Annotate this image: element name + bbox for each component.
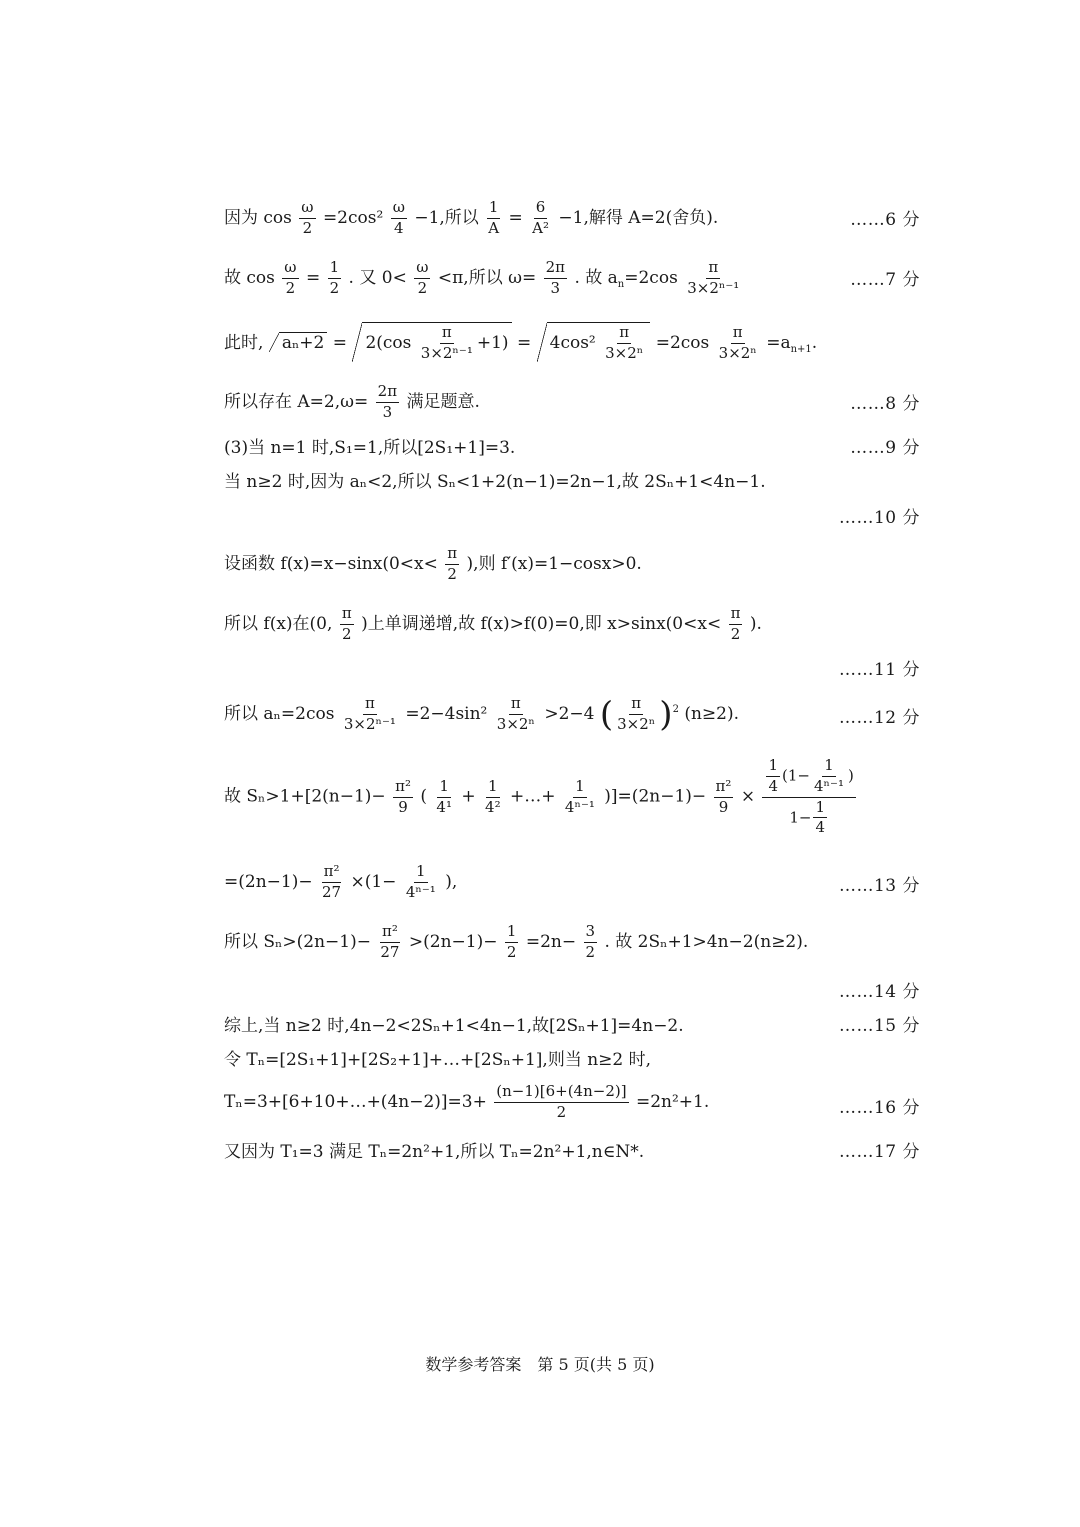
page-footer: 数学参考答案 第 5 页(共 5 页) — [425, 1355, 655, 1374]
numerator: 1 — [813, 800, 827, 819]
denominator: 2 — [302, 218, 313, 237]
denominator: 9 — [718, 797, 729, 816]
denominator: 27 — [321, 882, 342, 901]
fraction — [414, 260, 430, 297]
text: ). — [749, 613, 762, 634]
denominator: 2 — [285, 278, 296, 297]
numerator: π — [509, 696, 523, 715]
numerator: π — [629, 696, 643, 715]
denominator: 4 — [768, 776, 779, 795]
numerator: π — [340, 606, 354, 625]
numerator: π² — [714, 779, 734, 798]
text: 1− — [789, 807, 812, 826]
sqrt — [279, 332, 328, 352]
text: . 故 a — [574, 267, 618, 288]
numerator: π — [363, 696, 377, 715]
fraction — [603, 325, 645, 362]
denominator: 3×2ⁿ⁻¹ — [420, 343, 473, 362]
text: )上单调递增,故 f(x)>f(0)=0,即 x>sinx(0<x< — [361, 613, 722, 634]
text: 此时, — [224, 332, 264, 353]
text: 所以 f(x)在(0, — [224, 613, 333, 634]
text: =2cos — [624, 267, 684, 288]
numerator: 1 — [487, 200, 501, 219]
text: =a — [766, 332, 791, 353]
numerator: π — [617, 325, 631, 344]
line-3: 此时, aₙ+2 = 2(cos $\frac{\pi}{\text{3×2ⁿ⁻¹}}$ +1) = 4cos² $\frac{\pi}{\text{3×2ⁿ}}$ =2cos $\frac{\pi}{\text{3×2ⁿ}}$ $=a_{n+1}$. — [224, 323, 818, 362]
fraction — [563, 776, 597, 816]
text: =2cos² — [322, 207, 389, 228]
numerator: 1 — [766, 758, 780, 777]
text: 满足题意. — [406, 391, 480, 412]
text: (1− — [782, 766, 810, 785]
text: =(2n−1)− — [224, 871, 313, 892]
text: )]=(2n−1)− — [604, 786, 707, 807]
fraction — [299, 200, 315, 237]
score-17: ……17 分 — [838, 1142, 920, 1162]
score-9: ……9 分 — [850, 438, 920, 458]
text: −1,所以 — [414, 207, 479, 228]
numerator: π — [729, 606, 743, 625]
sqrt — [362, 322, 511, 362]
text: −1,解得 A=2(舍负). — [558, 207, 719, 228]
text: ( — [420, 786, 428, 807]
text: . 故 2Sₙ+1>4n−2(n≥2). — [604, 931, 809, 952]
line-12 — [224, 924, 924, 961]
fraction — [391, 200, 407, 237]
text: >(2n−1)− — [408, 931, 498, 952]
radicand: aₙ+2 — [281, 332, 325, 353]
denominator: 2 — [329, 278, 340, 297]
fraction — [393, 776, 413, 816]
denominator — [787, 798, 831, 837]
subscript: n+1 — [790, 344, 812, 356]
numerator: 2π — [376, 384, 399, 403]
score-15: ……15 分 — [838, 1016, 920, 1036]
denominator: 2 — [730, 624, 741, 643]
text: 因为 cos — [224, 207, 298, 228]
denominator: 3×2ⁿ⁻¹ — [687, 278, 740, 297]
denominator: 9 — [398, 797, 408, 816]
numerator: π² — [380, 924, 400, 943]
text: =2n− — [525, 931, 577, 952]
fraction — [376, 384, 399, 421]
numerator: ω — [299, 200, 315, 219]
score-16: ……16 分 — [838, 1098, 920, 1118]
line-16: 又因为 T₁=3 满足 Tₙ=2n²+1,所以 Tₙ=2n²+1,n∈N*. — [224, 1142, 645, 1162]
text: 所以 aₙ=2cos — [224, 703, 340, 724]
fraction — [404, 864, 438, 901]
text: × — [740, 786, 756, 807]
numerator: π² — [393, 779, 413, 798]
denominator: 3 — [550, 278, 561, 297]
denominator: 3×2ⁿ — [617, 714, 656, 733]
radicand: +1) — [476, 332, 509, 353]
text: + — [461, 786, 476, 807]
line-4 — [224, 384, 924, 421]
numerator: 1 — [486, 779, 500, 798]
fraction — [483, 776, 503, 816]
denominator: 4¹ — [436, 797, 452, 816]
fraction — [505, 924, 519, 961]
text: 设函数 f(x)=x−sinx(0<x< — [224, 553, 438, 574]
denominator: 2 — [556, 1102, 567, 1121]
denominator: A² — [532, 218, 549, 237]
fraction — [320, 864, 343, 901]
fraction — [812, 758, 846, 795]
line-5: (3)当 n=1 时,S₁=1,所以[2S₁+1]=3. — [224, 438, 516, 458]
fraction — [419, 325, 475, 362]
line-14: 令 Tₙ=[2S₁+1]+[2S₂+1]+…+[2Sₙ+1],则当 n≥2 时, — [224, 1050, 652, 1070]
text: 所以存在 A=2,ω= — [224, 391, 369, 412]
fraction — [766, 758, 780, 795]
text: 故 Sₙ>1+[2(n−1)− — [224, 786, 386, 807]
numerator: π — [440, 325, 454, 344]
fraction — [717, 325, 759, 362]
denominator: 3 — [382, 402, 393, 421]
fraction — [494, 1084, 628, 1121]
line-6: 当 n≥2 时,因为 aₙ<2,所以 Sₙ<1+2(n−1)=2n−1,故 2Sₙ+1<4n−1. — [224, 472, 766, 492]
numerator: (n−1)[6+(4n−2)] — [494, 1084, 628, 1103]
superscript: 2 — [672, 704, 679, 716]
line-8 — [224, 606, 924, 643]
numerator: ω — [414, 260, 430, 279]
text: . 又 0< — [348, 267, 407, 288]
text: 所以 Sₙ>(2n−1)− — [224, 931, 371, 952]
text: (n≥2). — [684, 703, 740, 724]
fraction — [530, 200, 551, 237]
numerator: 6 — [534, 200, 548, 219]
text: =2cos — [655, 332, 715, 353]
numerator: 2π — [544, 260, 567, 279]
denominator: 3×2ⁿ⁻¹ — [343, 714, 396, 733]
denominator: 2 — [506, 942, 517, 961]
denominator: 3×2ⁿ — [718, 343, 757, 362]
fraction — [378, 924, 401, 961]
fraction — [340, 606, 354, 643]
fraction — [584, 924, 598, 961]
fraction — [544, 260, 567, 297]
numerator: 1 — [822, 758, 836, 777]
fraction — [813, 797, 827, 837]
score-6: ……6 分 — [850, 210, 920, 230]
denominator: 4² — [485, 797, 501, 816]
text: = — [305, 267, 321, 288]
denominator: 3×2ⁿ — [496, 714, 535, 733]
numerator: ω — [282, 260, 298, 279]
text: ) — [847, 766, 854, 785]
fraction — [342, 696, 398, 733]
denominator: 4ⁿ⁻¹ — [405, 882, 436, 901]
fraction — [495, 696, 537, 733]
text: = — [332, 332, 348, 353]
numerator: π² — [322, 864, 342, 883]
radicand: 4cos² — [549, 332, 602, 353]
denominator: 2 — [585, 942, 596, 961]
denominator: 4ⁿ⁻¹ — [814, 776, 844, 795]
score-11: ……11 分 — [838, 660, 920, 680]
denominator: A — [488, 218, 500, 237]
text: >2−4 — [544, 703, 595, 724]
text: +…+ — [510, 786, 556, 807]
text: <π,所以 ω= — [437, 267, 537, 288]
text: = — [508, 207, 523, 228]
paren: ) — [659, 694, 673, 735]
sqrt — [547, 322, 651, 362]
numerator: 1 — [573, 779, 587, 798]
fraction — [615, 696, 657, 733]
denominator: 4ⁿ⁻¹ — [564, 797, 595, 816]
numerator: 1 — [414, 864, 428, 883]
fraction — [445, 546, 459, 583]
text: ),则 f′(x)=1−cosx>0. — [466, 553, 642, 574]
paren: ( — [599, 694, 614, 735]
denominator: 2 — [341, 624, 352, 643]
fraction — [714, 776, 734, 816]
score-7: ……7 分 — [850, 270, 920, 290]
denominator: 4 — [815, 818, 825, 837]
text: =2n²+1. — [635, 1091, 710, 1112]
line-7 — [224, 546, 924, 583]
subscript: n — [617, 279, 625, 291]
fraction — [282, 260, 298, 297]
numerator: π — [731, 325, 745, 344]
text: Tₙ=3+[6+10+…+(4n−2)]=3+ — [224, 1091, 487, 1112]
denominator: 2 — [417, 278, 428, 297]
fraction — [328, 260, 342, 297]
numerator: π — [706, 260, 720, 279]
score-10: ……10 分 — [838, 508, 920, 528]
radicand: 2(cos — [365, 332, 417, 353]
fraction — [486, 200, 501, 237]
line-9 — [224, 696, 924, 733]
denominator: 27 — [380, 942, 400, 961]
score-13: ……13 分 — [838, 876, 920, 896]
fraction — [685, 260, 741, 297]
line-13: 综上,当 n≥2 时,4n−2<2Sₙ+1<4n−1,故[2Sₙ+1]=4n−2. — [224, 1016, 684, 1036]
fraction — [729, 606, 743, 643]
compound-fraction — [762, 758, 855, 836]
numerator: 1 — [437, 779, 451, 798]
line-1 — [224, 200, 924, 237]
denominator: 4 — [394, 218, 404, 237]
line-11 — [224, 864, 924, 901]
text: =2−4sin² — [405, 703, 493, 724]
text: ×(1− — [350, 871, 397, 892]
score-12: ……12 分 — [838, 708, 920, 728]
numerator: 3 — [584, 924, 598, 943]
text: ), — [445, 871, 458, 892]
fraction — [434, 776, 454, 816]
line-10 — [224, 758, 924, 836]
text: 故 cos — [224, 267, 281, 288]
line-15 — [224, 1084, 924, 1121]
denominator: 2 — [447, 564, 457, 583]
denominator: 3×2ⁿ — [605, 343, 644, 362]
numerator: π — [445, 546, 459, 565]
score-14: ……14 分 — [838, 982, 920, 1002]
text: = — [516, 332, 532, 353]
numerator: 1 — [505, 924, 519, 943]
numerator: 1 — [328, 260, 342, 279]
line-2 — [224, 260, 924, 297]
score-8: ……8 分 — [850, 394, 920, 414]
numerator — [762, 758, 855, 798]
numerator: ω — [391, 200, 407, 219]
